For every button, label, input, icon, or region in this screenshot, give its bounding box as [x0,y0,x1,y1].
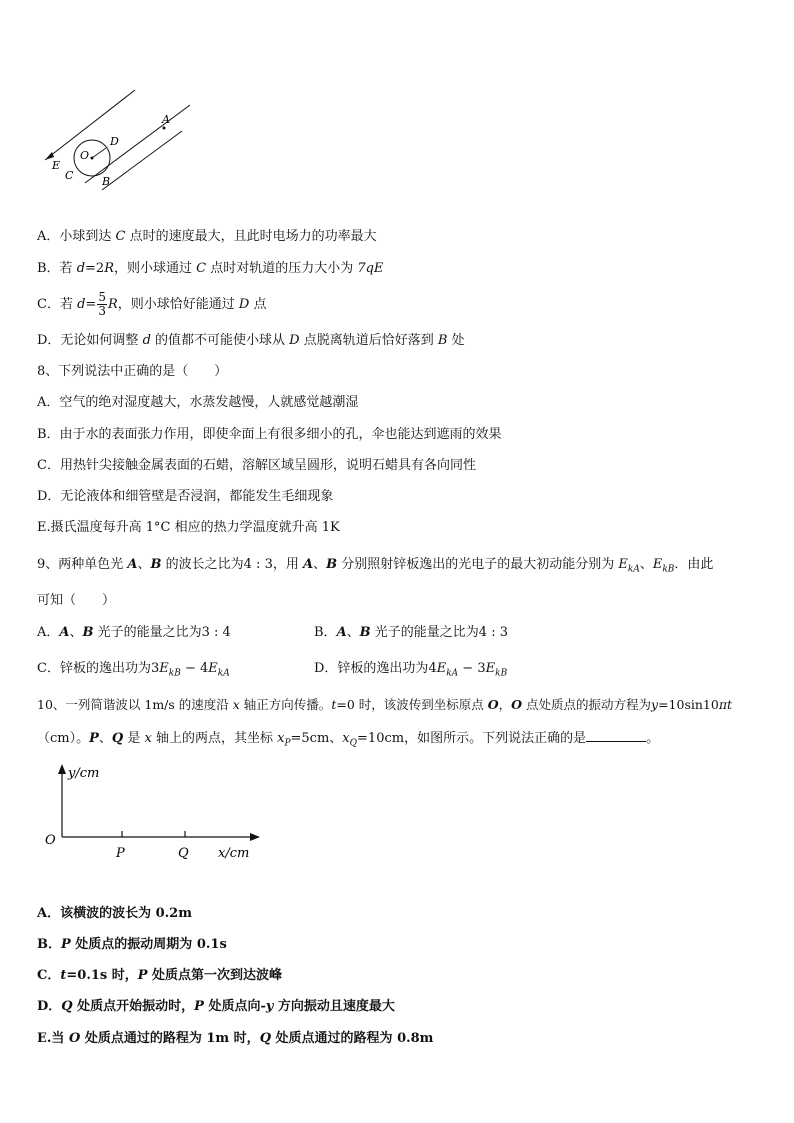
label-D: D [110,135,119,148]
q10-option-a: A．该横波的波长为 0.2m [37,906,192,921]
q8-option-d: D．无论液体和细管壁是否浸润，都能发生毛细现象 [37,489,334,504]
q10-option-c: C．t=0.1s 时，P 处质点第一次到达波峰 [37,968,283,983]
q9-option-b: B．A、B 光子的能量之比为4 : 3 [314,625,508,640]
label-O: O [80,149,90,162]
q8-option-c: C．用热针尖接触金属表面的石蜡，溶解区域呈圆形，说明石蜡具有各向同性 [37,458,476,473]
q9-option-d: D．锌板的逸出功为$4E_{kA} - 3E_{kB}$ [314,661,508,679]
q9-option-c: C．锌板的逸出功为$3E_{kB} - 4E_{kA}$ [37,661,230,679]
q7-option-c: C．若 d= $\frac{5}{3}$ R，则小球恰好能通过 D 点 [37,290,267,318]
q7-option-a: A．小球到达 C 点时的速度最大，且此时电场力的功率最大 [37,229,377,244]
q7-option-d: D．无论如何调整 d 的值都不可能使小球从 D 点脱离轨道后恰好落到 B 处 [37,333,465,348]
q9-stem: 9、两种单色光 A、B 的波长之比为4 : 3，用 A、B 分别照射锌板逸出的光电子的最大初动能分别为 $E_{kA}$、$E_{kB}$．由此 [37,557,714,575]
track-field-figure [40,85,190,195]
q9-option-a: A．A、B 光子的能量之比为3 : 4 [37,625,231,640]
label-E: E [52,159,61,172]
graph-q-label: Q [178,846,189,861]
label-B: B [102,175,111,188]
q10-stem-line2: （cm）。P、Q 是 x 轴上的两点，其坐标 $x_P=5cm$、$x_Q=10cm$，如图所示。下列说法正确的是 。 [37,728,659,753]
q8-stem: 8、下列说法中正确的是（ ） [37,364,228,379]
q10-option-b: B．P 处质点的振动周期为 0.1s [37,937,227,952]
q9-stem-cont: 可知（ ） [37,593,116,608]
q10-option-e: E.当 O 处质点通过的路程为 1m 时，Q 处质点通过的路程为 0.8m [37,1031,434,1046]
answer-blank[interactable] [586,728,646,742]
label-C: C [65,169,74,182]
wave-axis-figure [40,762,270,872]
q8-option-b: B．由于水的表面张力作用，即使伞面上有很多细小的孔，伞也能达到遮雨的效果 [37,427,502,442]
graph-p-label: P [116,846,125,861]
q8-option-e: E.摄氏温度每升高 1°C 相应的热力学温度就升高 1K [37,520,340,535]
fraction-5-3: $\frac{5}{3}$ [98,290,106,318]
q7-option-b: B．若 d=2R，则小球通过 C 点时对轨道的压力大小为 7qE [37,261,384,276]
q8-option-a: A．空气的绝对湿度越大，水蒸发越慢，人就感觉越潮湿 [37,395,359,410]
q10-option-d: D．Q 处质点开始振动时，P 处质点向-y 方向振动且速度最大 [37,999,395,1014]
graph-origin-label: O [45,833,56,848]
label-A: A [162,113,170,126]
q10-stem-line1: 10、一列简谐波以 1m/s 的速度沿 x 轴正方向传播。t=0 时，该波传到坐标原点 O，O 点处质点的振动方程为y=10sin10πt [37,697,733,712]
graph-x-label: x/cm [218,846,250,861]
graph-y-label: y/cm [68,766,100,781]
